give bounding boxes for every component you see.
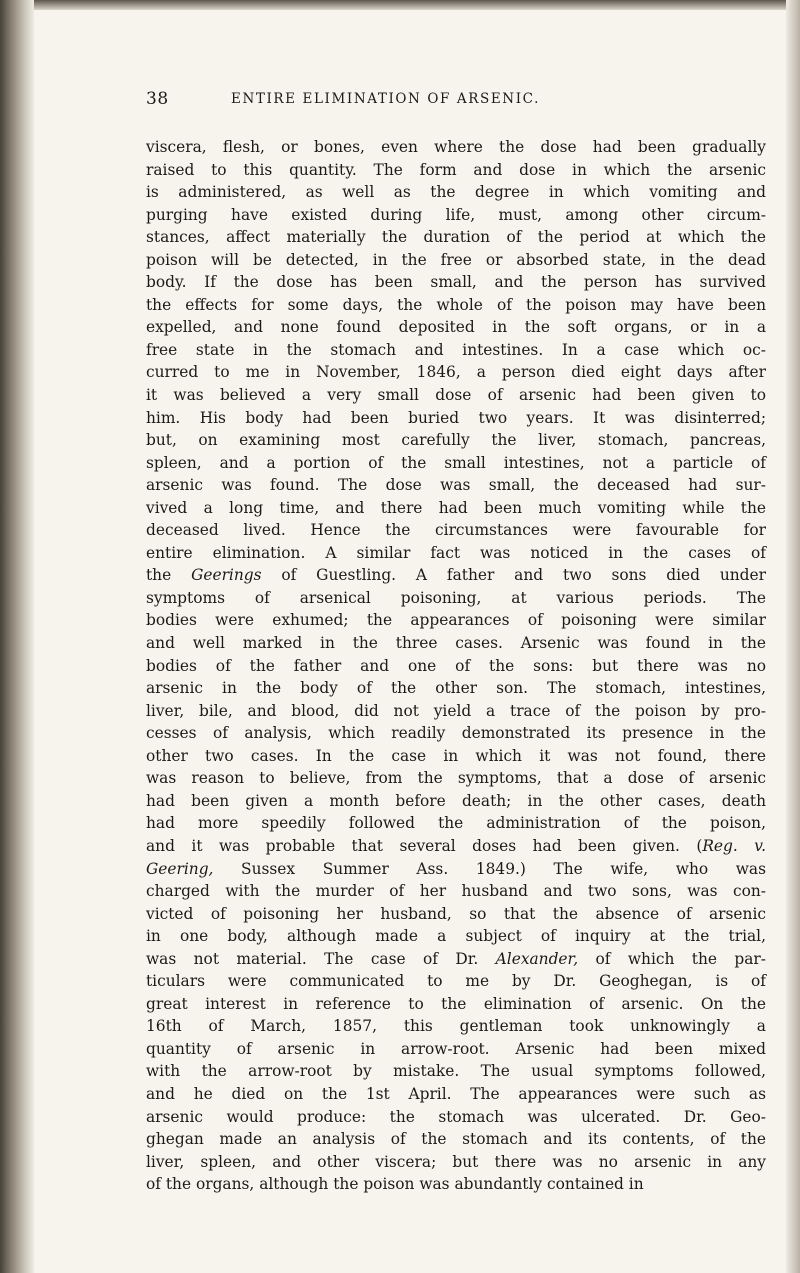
page-top-edge <box>0 0 800 10</box>
text-line: charged with the murder of her husband and two sons, was con- <box>146 882 766 901</box>
running-head: ENTIRE ELIMINATION OF ARSENIC. <box>231 91 540 107</box>
text-line: the Geerings of Guestling. A father and two sons died under <box>146 566 766 585</box>
text-line: victed of poisoning her husband, so that the absence of arsenic <box>146 904 766 923</box>
text-line: liver, bile, and blood, did not yield a trace of the poison by pro- <box>146 701 766 720</box>
text-line: expelled, and none found deposited in the soft organs, or in a <box>146 318 766 337</box>
text-line: deceased lived. Hence the circumstances were favourable for <box>146 521 766 540</box>
text-line: ghegan made an analysis of the stomach and its contents, of the <box>146 1130 766 1149</box>
text-line: ticulars were communicated to me by Dr. Geoghegan, is of <box>146 972 766 991</box>
page-header <box>146 89 766 113</box>
book-binding-edge <box>0 0 34 1273</box>
text-line: vived a long time, and there had been much vomiting while the <box>146 498 766 517</box>
text-line: raised to this quantity. The form and dose in which the arsenic <box>146 160 766 179</box>
text-line: had been given a month before death; in the other cases, death <box>146 791 766 810</box>
text-line: liver, spleen, and other viscera; but there was no arsenic in any <box>146 1152 766 1171</box>
text-line: with the arrow-root by mistake. The usual symptoms followed, <box>146 1062 766 1081</box>
text-line: stances, affect materially the duration of the period at which the <box>146 228 766 247</box>
text-line: of the organs, although the poison was abundantly contained in <box>146 1175 644 1194</box>
body-text <box>146 136 766 1196</box>
text-line: cesses of analysis, which readily demonstrated its presence in the <box>146 724 766 743</box>
text-line: and he died on the 1st April. The appearances were such as <box>146 1084 766 1103</box>
page-number: 38 <box>146 89 169 109</box>
text-line: him. His body had been buried two years. It was disinterred; <box>146 408 766 427</box>
text-line: was not material. The case of Dr. Alexander, of which the par- <box>146 949 766 968</box>
text-line: free state in the stomach and intestines. In a case which oc- <box>146 340 766 359</box>
text-line: arsenic in the body of the other son. The stomach, intestines, <box>146 679 766 698</box>
text-line: and it was probable that several doses had been given. (Reg. v. <box>146 836 767 855</box>
text-line: Geering, Sussex Summer Ass. 1849.) The wife, who was <box>146 859 766 878</box>
text-line: bodies were exhumed; the appearances of poisoning were similar <box>146 611 766 630</box>
text-line: poison will be detected, in the free or absorbed state, in the dead <box>146 250 766 269</box>
text-line: is administered, as well as the degree in which vomiting and <box>146 183 766 202</box>
text-line: had more speedily followed the administration of the poison, <box>146 814 766 833</box>
text-line: great interest in reference to the elimination of arsenic. On the <box>146 994 766 1013</box>
text-line: spleen, and a portion of the small intestines, not a particle of <box>146 453 766 472</box>
text-line: was reason to believe, from the symptoms, that a dose of arsenic <box>146 769 766 788</box>
text-line: other two cases. In the case in which it was not found, there <box>146 746 766 765</box>
text-line: curred to me in November, 1846, a person died eight days after <box>146 363 766 382</box>
page-right-edge <box>786 0 800 1273</box>
text-line: 16th of March, 1857, this gentleman took unknowingly a <box>146 1017 766 1036</box>
text-line: viscera, flesh, or bones, even where the dose had been gradually <box>146 138 766 156</box>
text-line: body. If the dose has been small, and the person has survived <box>146 273 766 292</box>
text-line: entire elimination. A similar fact was noticed in the cases of <box>146 543 766 562</box>
text-line: quantity of arsenic in arrow-root. Arsenic had been mixed <box>146 1039 766 1058</box>
text-line: arsenic was found. The dose was small, the deceased had sur- <box>146 476 766 495</box>
text-line: purging have existed during life, must, among other circum- <box>146 205 766 224</box>
text-line: the effects for some days, the whole of the poison may have been <box>146 295 766 314</box>
text-line: arsenic would produce: the stomach was ulcerated. Dr. Geo- <box>146 1107 766 1126</box>
text-line: bodies of the father and one of the sons: but there was no <box>146 656 766 675</box>
text-line: in one body, although made a subject of inquiry at the trial, <box>146 927 766 946</box>
text-line: but, on examining most carefully the liver, stomach, pancreas, <box>146 431 766 450</box>
text-line: symptoms of arsenical poisoning, at various periods. The <box>146 588 766 607</box>
text-line: and well marked in the three cases. Arsenic was found in the <box>146 634 766 653</box>
text-line: it was believed a very small dose of arsenic had been given to <box>146 386 766 405</box>
